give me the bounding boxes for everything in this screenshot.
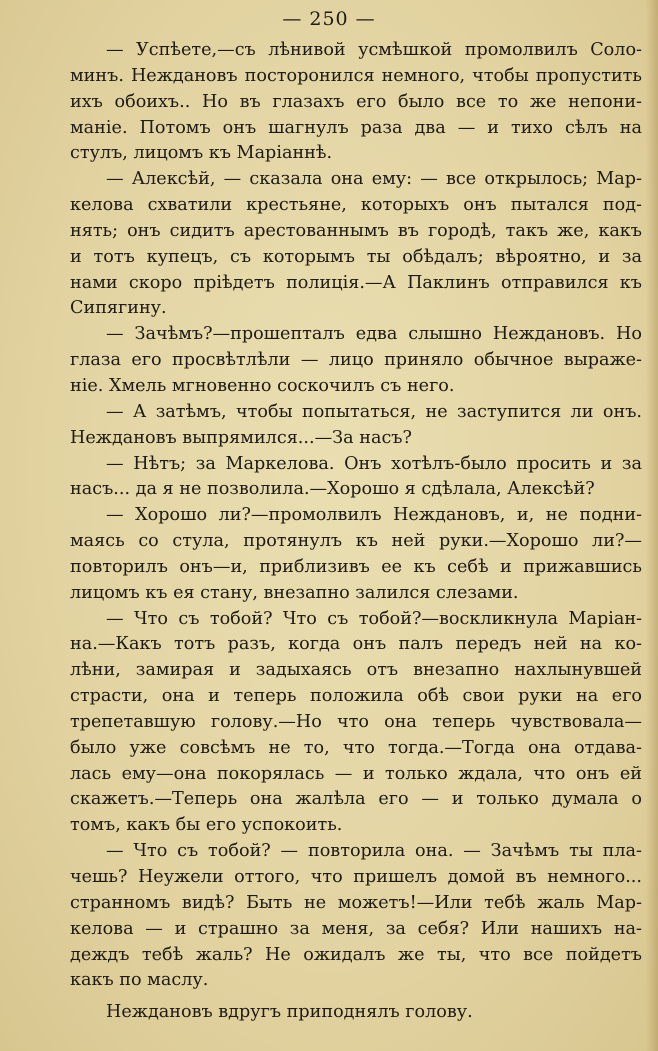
paragraph <box>70 167 642 322</box>
paragraph <box>70 322 642 400</box>
text-line: деждъ тебѣ жаль? Не ожидалъ же ты, что все пойдетъ <box>70 944 642 965</box>
text-line: ніе. Хмель мгновенно соскочилъ съ него. <box>70 375 455 396</box>
text-line: на.—Какъ тотъ разъ, когда онъ палъ передъ ней на ко- <box>70 634 642 655</box>
text-line: скажетъ.—Теперь она жалѣла его — и только думала о <box>70 789 642 810</box>
text-line: повторилъ онъ—и, приблизивъ ее къ себѣ и прижавшись <box>70 556 642 577</box>
text-line: лась ему—она покорялась — и только ждала, что онъ ей <box>70 763 642 784</box>
text-line: ихъ обоихъ.. Но въ глазахъ его было все то же непони- <box>70 91 642 112</box>
text-line: трепетавшую голову.—Но что она теперь чувствовала— <box>70 711 642 732</box>
text-line: нять; онъ сидитъ арестованнымъ въ городѣ, такъ же, какъ <box>70 220 642 241</box>
text-line: глаза его просвѣтлѣли — лицо приняло обычное выраже- <box>70 350 642 371</box>
text-line: какъ по маслу. <box>70 970 209 991</box>
text-line: келова схватили крестьяне, которыхъ онъ пытался под- <box>70 195 642 216</box>
text-line: — Нѣтъ; за Маркелова. Онъ хотѣлъ-было просить и за <box>106 453 642 474</box>
paragraph <box>70 607 642 840</box>
text-line: томъ, какъ бы его успокоить. <box>70 815 343 836</box>
paragraph <box>70 839 642 994</box>
paragraph <box>70 452 642 504</box>
text-line: стулъ, лицомъ къ Маріаннѣ. <box>70 143 333 164</box>
text-line: — Зачѣмъ?—прошепталъ едва слышно Неждановъ. Но <box>106 324 642 345</box>
text-line: насъ... да я не позволила.—Хорошо я сдѣлала, Алексѣй? <box>70 479 595 500</box>
paragraph <box>70 1000 642 1026</box>
text-line: лѣни, замирая и задыхаясь отъ внезапно нахлынувшей <box>70 660 642 681</box>
page-edge-shadow <box>646 0 658 1051</box>
text-line: Неждановъ выпрямился...—За насъ? <box>70 427 412 448</box>
text-line: маніе. Потомъ онъ шагнулъ раза два — и тихо сѣлъ на <box>70 117 642 138</box>
text-line: минъ. Неждановъ посторонился немного, чтобы пропустить <box>70 65 642 86</box>
text-line: — Алексѣй, — сказала она ему: — все открылось; Мар- <box>106 169 642 190</box>
text-line: нами скоро пріѣдетъ полиція.—А Паклинъ отправился къ <box>70 272 642 293</box>
text-line: чешь? Неужели оттого, что пришелъ домой въ немного... <box>70 867 642 887</box>
paragraph <box>70 38 642 167</box>
text-line: Неждановъ вдругъ приподнялъ голову. <box>106 1002 473 1023</box>
text-line: — Что съ тобой? Что съ тобой?—воскликнула Маріан- <box>106 608 642 629</box>
text-line: — А затѣмъ, чтобы попытаться, не заступится ли онъ. <box>106 401 642 422</box>
page-body-text <box>70 38 642 1026</box>
text-line: и тотъ купецъ, съ которымъ ты обѣдалъ; вѣроятно, и за <box>70 246 642 267</box>
text-line: — Успѣете,—съ лѣнивой усмѣшкой промолвилъ Соло- <box>106 40 642 60</box>
text-line: маясь со стула, протянулъ къ ней руки.—Хорошо ли?— <box>70 531 642 552</box>
text-line: Сипягину. <box>70 298 167 319</box>
text-line: лицомъ къ ея стану, внезапно залился слезами. <box>70 582 519 603</box>
text-line: — Что съ тобой? — повторила она. — Зачѣмъ ты пла- <box>106 841 642 862</box>
text-line: — Хорошо ли?—промолвилъ Неждановъ, и, не подни- <box>106 505 642 526</box>
text-line: страсти, она и теперь положила обѣ свои руки на его <box>70 686 642 707</box>
paragraph <box>70 400 642 452</box>
page-number: — 250 — <box>282 8 376 30</box>
text-line: было уже совсѣмъ не то, что тогда.—Тогда она отдава- <box>70 737 642 758</box>
text-line: странномъ видѣ? Быть не можетъ!—Или тебѣ жаль Мар- <box>70 892 642 913</box>
paragraph <box>70 503 642 606</box>
text-line: келова — и страшно за меня, за себя? Или нашихъ на- <box>70 918 642 939</box>
